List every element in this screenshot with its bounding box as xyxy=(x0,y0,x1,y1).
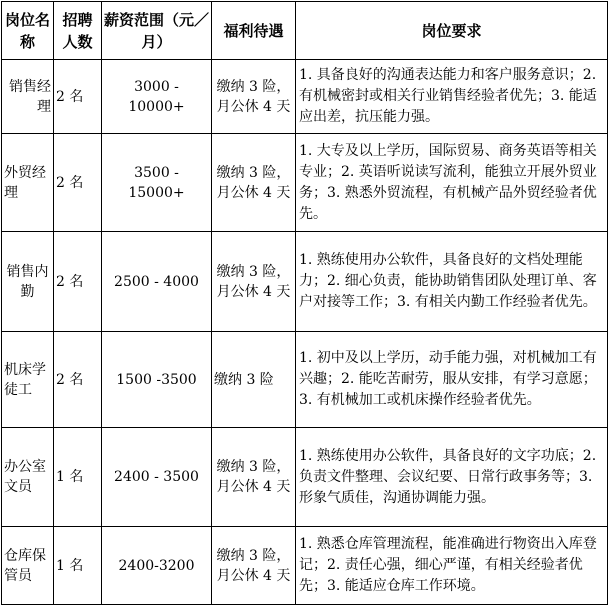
benefits-cell: 缴纳 3 险，月公休 4 天 xyxy=(212,527,296,605)
table-row xyxy=(2,232,608,332)
position-cell: 办公室文员 xyxy=(2,428,54,527)
salary-cell: 3000 - 10000+ xyxy=(102,60,212,134)
benefits-cell: 缴纳 3 险，月公休 4 天 xyxy=(212,60,296,134)
count-cell: 1 名 xyxy=(54,428,102,527)
header-benefits: 福利待遇 xyxy=(212,2,296,60)
salary-cell: 2400-3200 xyxy=(102,527,212,605)
salary-cell: 2500 - 4000 xyxy=(102,232,212,332)
benefits-cell: 缴纳 3 险 xyxy=(212,332,296,428)
position-cell: 外贸经理 xyxy=(2,134,54,232)
table-row xyxy=(2,134,608,232)
count-cell: 2 名 xyxy=(54,60,102,134)
requirements-cell: 1. 熟悉仓库管理流程，能准确进行物资出入库登记；2. 责任心强，细心严谨，有相关经验者优先；3. 能适应仓库工作环境。 xyxy=(296,527,608,605)
benefits-cell: 缴纳 3 险，月公休 4 天 xyxy=(212,428,296,527)
salary-cell: 2400 - 3500 xyxy=(102,428,212,527)
position-cell: 销售经理 xyxy=(2,60,54,134)
salary-cell: 3500 - 15000+ xyxy=(102,134,212,232)
requirements-cell: 1. 初中及以上学历，动手能力强，对机械加工有兴趣；2. 能吃苦耐劳，服从安排，有学习意愿；3. 有机械加工或机床操作经验者优先。 xyxy=(296,332,608,428)
position-cell: 销售内勤 xyxy=(2,232,54,332)
salary-cell: 1500 -3500 xyxy=(102,332,212,428)
position-cell: 仓库保管员 xyxy=(2,527,54,605)
count-cell: 2 名 xyxy=(54,332,102,428)
table-row xyxy=(2,332,608,428)
count-cell: 1 名 xyxy=(54,527,102,605)
table-row xyxy=(2,428,608,527)
header-position: 岗位名称 xyxy=(2,2,54,60)
table-row xyxy=(2,527,608,605)
job-table xyxy=(1,1,608,605)
header-requirements: 岗位要求 xyxy=(296,2,608,60)
requirements-cell: 1. 具备良好的沟通表达能力和客户服务意识；2. 有机械密封或相关行业销售经验者优先；3. 能适应出差，抗压能力强。 xyxy=(296,60,608,134)
count-cell: 2 名 xyxy=(54,134,102,232)
table-row xyxy=(2,60,608,134)
requirements-cell: 1. 大专及以上学历，国际贸易、商务英语等相关专业；2. 英语听说读写流利，能独立开展外贸业务；3. 熟悉外贸流程，有机械产品外贸经验者优先。 xyxy=(296,134,608,232)
position-cell: 机床学徒工 xyxy=(2,332,54,428)
header-salary: 薪资范围（元／月） xyxy=(102,2,212,60)
requirements-cell: 1. 熟练使用办公软件，具备良好的文档处理能力；2. 细心负责，能协助销售团队处理订单、客户对接等工作；3. 有相关内勤工作经验者优先。 xyxy=(296,232,608,332)
benefits-cell: 缴纳 3 险，月公休 4 天 xyxy=(212,134,296,232)
header-count: 招聘人数 xyxy=(54,2,102,60)
requirements-cell: 1. 熟练使用办公软件，具备良好的文字功底；2. 负责文件整理、会议纪要、日常行政事务等；3. 形象气质佳，沟通协调能力强。 xyxy=(296,428,608,527)
benefits-cell: 缴纳 3 险，月公休 4 天 xyxy=(212,232,296,332)
table-header-row xyxy=(2,2,608,60)
count-cell: 2 名 xyxy=(54,232,102,332)
